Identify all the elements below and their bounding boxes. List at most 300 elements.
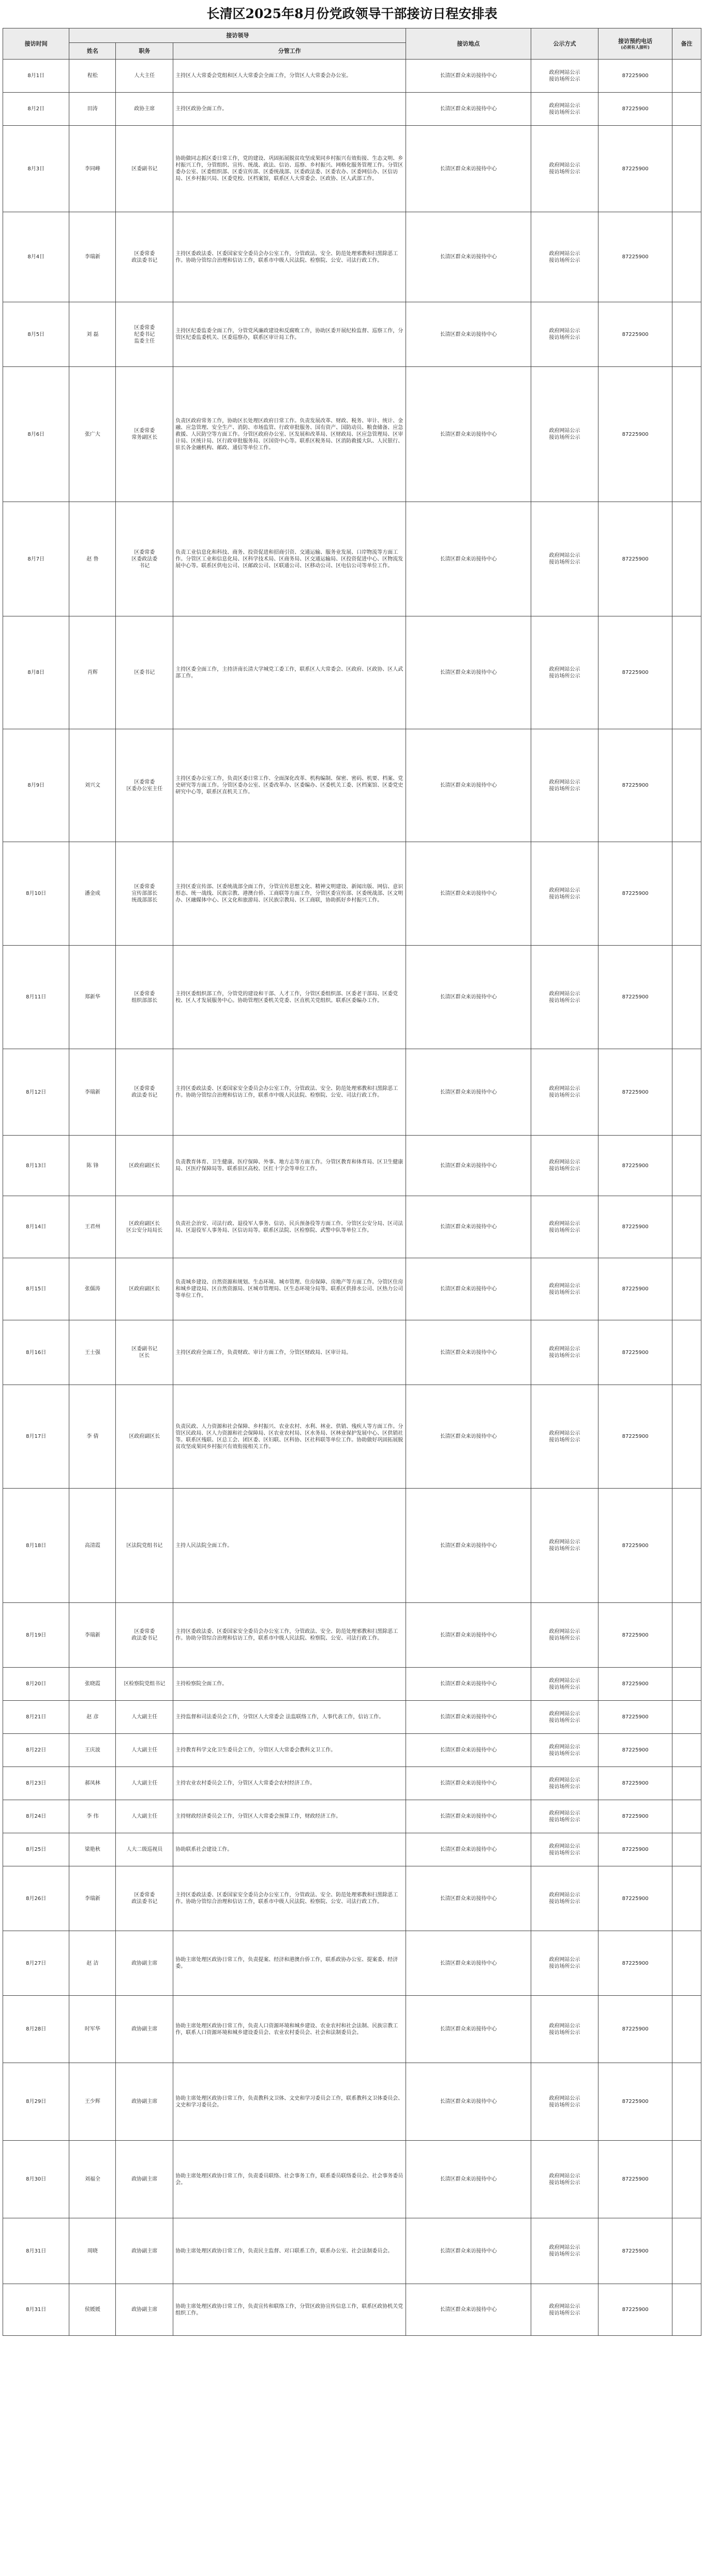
- cell-name: 郝凤林: [69, 1767, 116, 1800]
- cell-date: 8月19日: [3, 1603, 69, 1668]
- header-phone: [598, 28, 672, 60]
- cell-date: 8月30日: [3, 2141, 69, 2218]
- cell-date: 8月15日: [3, 1258, 69, 1320]
- cell-duty: 主持检察院全面工作。: [173, 1668, 406, 1701]
- cell-method: 政府网站公示 接访场所公示: [531, 2141, 598, 2218]
- cell-place: 长清区群众来访接待中心: [406, 1931, 531, 1996]
- cell-post: 区委常委 区委办公室主任: [116, 729, 173, 842]
- cell-phone: 87225900: [598, 60, 672, 93]
- cell-phone: 87225900: [598, 212, 672, 302]
- cell-phone: 87225900: [598, 1668, 672, 1701]
- cell-note: [672, 93, 701, 126]
- cell-note: [672, 2141, 701, 2218]
- cell-method: 政府网站公示 接访场所公示: [531, 1866, 598, 1931]
- cell-method: 政府网站公示 接访场所公示: [531, 302, 598, 367]
- cell-name: 程松: [69, 60, 116, 93]
- cell-method: 政府网站公示 接访场所公示: [531, 60, 598, 93]
- cell-post: 政协副主席: [116, 2284, 173, 2336]
- cell-date: 8月21日: [3, 1701, 69, 1734]
- cell-method: 政府网站公示 接访场所公示: [531, 2284, 598, 2336]
- cell-post: 区委常委 政法委书记: [116, 1049, 173, 1136]
- cell-name: 张儒涛: [69, 1258, 116, 1320]
- cell-name: 梁艳秋: [69, 1833, 116, 1866]
- cell-phone: 87225900: [598, 842, 672, 946]
- cell-date: 8月27日: [3, 1931, 69, 1996]
- cell-date: 8月22日: [3, 1734, 69, 1767]
- cell-note: [672, 212, 701, 302]
- cell-duty: 协助联系社会建设工作。: [173, 1833, 406, 1866]
- cell-post: 区检察院党组书记: [116, 1668, 173, 1701]
- cell-phone: 87225900: [598, 1866, 672, 1931]
- header-name: 姓名: [69, 43, 116, 60]
- cell-post: 区政府副区长: [116, 1385, 173, 1489]
- cell-date: 8月7日: [3, 502, 69, 616]
- table-row: [3, 93, 701, 126]
- cell-duty: 主持区委组织部工作，分管党的建设和干部、人才工作，分管区委组织部、区委老干部局、区委党校、区人才发展服务中心。协助管理区委机关党委、区直机关党组织。联系区委编办工作。: [173, 946, 406, 1049]
- cell-duty: 负责区政府常务工作，协助区长处理区政府日常工作。负责发展改革、财政、税务、审计、统计、金融、应急管理、安全生产、消防、市场监管、行政审批服务、国有资产、国防动员、粮食储备、应急救援、人民防空等方面工作。分管区政府办公室、区发展和改革局、区财政局、区应急管理局、区审计局、区统计局、区行政审批服务局、区国资中心等。联系区税务局、区消防救援大队、人民银行、驻长各金融机构、邮政、通信等单位工作。: [173, 367, 406, 502]
- cell-name: 田涛: [69, 93, 116, 126]
- cell-place: 长清区群众来访接待中心: [406, 1049, 531, 1136]
- cell-name: 王少辉: [69, 2063, 116, 2141]
- cell-note: [672, 1767, 701, 1800]
- cell-name: 李 伟: [69, 1800, 116, 1833]
- cell-place: 长清区群众来访接待中心: [406, 1196, 531, 1258]
- cell-note: [672, 842, 701, 946]
- cell-phone: 87225900: [598, 1136, 672, 1196]
- cell-place: 长清区群众来访接待中心: [406, 2141, 531, 2218]
- cell-post: 区委副书记 区长: [116, 1320, 173, 1385]
- cell-place: 长清区群众来访接待中心: [406, 1833, 531, 1866]
- table-row: [3, 2218, 701, 2284]
- cell-date: 8月18日: [3, 1489, 69, 1603]
- cell-name: 高清霞: [69, 1489, 116, 1603]
- cell-duty: 协助主席处理区政协日常工作，负责宣传和联络工作，分管区政协宣传信息工作，联系区政协机关党组织工作。: [173, 2284, 406, 2336]
- cell-date: 8月24日: [3, 1800, 69, 1833]
- cell-method: 政府网站公示 接访场所公示: [531, 367, 598, 502]
- cell-method: 政府网站公示 接访场所公示: [531, 1800, 598, 1833]
- cell-method: 政府网站公示 接访场所公示: [531, 946, 598, 1049]
- cell-duty: 协助主席处理区政协日常工作，负责教科文卫体、文史和学习委员会工作，联系教科文卫体委员会、文史和学习委员会。: [173, 2063, 406, 2141]
- cell-method: 政府网站公示 接访场所公示: [531, 502, 598, 616]
- cell-place: 长清区群众来访接待中心: [406, 1489, 531, 1603]
- cell-phone: 87225900: [598, 1833, 672, 1866]
- cell-duty: 主持区委办公室工作，负责区委日常工作、全面深化改革、机构编制、保密、密码、机要、档案、党史研究等方面工作。分管区委办公室、区委改革办、区委编办、区委机关工委、区档案馆、区委党史研究中心等，联系区直机关工作。: [173, 729, 406, 842]
- cell-phone: 87225900: [598, 502, 672, 616]
- cell-note: [672, 1489, 701, 1603]
- cell-phone: 87225900: [598, 1734, 672, 1767]
- cell-date: 8月5日: [3, 302, 69, 367]
- cell-place: 长清区群众来访接待中心: [406, 1258, 531, 1320]
- cell-method: 政府网站公示 接访场所公示: [531, 93, 598, 126]
- cell-duty: 负责工业信息化和科技、商务、投资促进和招商引资、交通运输、服务业发展、口岸物流等方面工作。分管区工业和信息化局、区科学技术局、区商务局、区交通运输局、区投资促进中心、区物流发展中心等。联系区供电公司、区邮政公司、区联通公司、区移动公司、区电信公司等单位工作。: [173, 502, 406, 616]
- cell-date: 8月12日: [3, 1049, 69, 1136]
- cell-method: 政府网站公示 接访场所公示: [531, 1767, 598, 1800]
- cell-post: 人大副主任: [116, 1800, 173, 1833]
- cell-date: 8月11日: [3, 946, 69, 1049]
- cell-name: 刘 磊: [69, 302, 116, 367]
- cell-name: 王士强: [69, 1320, 116, 1385]
- cell-place: 长清区群众来访接待中心: [406, 729, 531, 842]
- cell-place: 长清区群众来访接待中心: [406, 1136, 531, 1196]
- cell-duty: 主持财政经济委员会工作，分管区人大常委会预算工作，财政经济工作。: [173, 1800, 406, 1833]
- table-row: [3, 1603, 701, 1668]
- cell-phone: 87225900: [598, 1800, 672, 1833]
- cell-phone: 87225900: [598, 1767, 672, 1800]
- cell-place: 长清区群众来访接待中心: [406, 1866, 531, 1931]
- cell-name: 赵 洁: [69, 1931, 116, 1996]
- cell-place: 长清区群众来访接待中心: [406, 1385, 531, 1489]
- cell-place: 长清区群众来访接待中心: [406, 2063, 531, 2141]
- table-row: [3, 1701, 701, 1734]
- cell-phone: 87225900: [598, 2141, 672, 2218]
- cell-date: 8月1日: [3, 60, 69, 93]
- cell-post: 区委常委 政法委书记: [116, 212, 173, 302]
- cell-note: [672, 502, 701, 616]
- cell-note: [672, 1258, 701, 1320]
- cell-name: 陈 锋: [69, 1136, 116, 1196]
- header-duty: 分管工作: [173, 43, 406, 60]
- cell-place: 长清区群众来访接待中心: [406, 946, 531, 1049]
- cell-note: [672, 1320, 701, 1385]
- cell-note: [672, 1800, 701, 1833]
- cell-method: 政府网站公示 接访场所公示: [531, 1734, 598, 1767]
- cell-note: [672, 1196, 701, 1258]
- cell-method: 政府网站公示 接访场所公示: [531, 1489, 598, 1603]
- cell-post: 区委常委 常务副区长: [116, 367, 173, 502]
- cell-post: 区委常委 纪委书记 监委主任: [116, 302, 173, 367]
- cell-phone: 87225900: [598, 729, 672, 842]
- cell-phone: 87225900: [598, 126, 672, 212]
- cell-phone: 87225900: [598, 302, 672, 367]
- cell-duty: 主持区政府全面工作，负责财政、审计方面工作，分管区财政局、区审计局。: [173, 1320, 406, 1385]
- cell-duty: 主持人民法院全面工作。: [173, 1489, 406, 1603]
- cell-date: 8月31日: [3, 2284, 69, 2336]
- cell-duty: 主持区政协全面工作。: [173, 93, 406, 126]
- cell-date: 8月17日: [3, 1385, 69, 1489]
- header-method: 公示方式: [531, 28, 598, 60]
- cell-place: 长清区群众来访接待中心: [406, 367, 531, 502]
- cell-note: [672, 1385, 701, 1489]
- table-row: [3, 502, 701, 616]
- cell-date: 8月14日: [3, 1196, 69, 1258]
- cell-post: 人大二级巡视员: [116, 1833, 173, 1866]
- cell-post: 政协副主席: [116, 2063, 173, 2141]
- cell-date: 8月2日: [3, 93, 69, 126]
- cell-phone: 87225900: [598, 1931, 672, 1996]
- table-row: [3, 1800, 701, 1833]
- cell-name: 李 倩: [69, 1385, 116, 1489]
- table-body: [3, 60, 701, 2336]
- cell-note: [672, 946, 701, 1049]
- cell-method: 政府网站公示 接访场所公示: [531, 1701, 598, 1734]
- cell-note: [672, 2063, 701, 2141]
- header-phone-label: 接访预约电话: [618, 37, 653, 45]
- cell-date: 8月29日: [3, 2063, 69, 2141]
- table-row: [3, 729, 701, 842]
- cell-place: 长清区群众来访接待中心: [406, 93, 531, 126]
- cell-phone: 87225900: [598, 93, 672, 126]
- cell-phone: 87225900: [598, 1196, 672, 1258]
- cell-name: 肖辉: [69, 616, 116, 729]
- cell-name: 郑新华: [69, 946, 116, 1049]
- table-row: [3, 946, 701, 1049]
- cell-date: 8月4日: [3, 212, 69, 302]
- cell-duty: 主持区人大常委会党组和区人大常委会全面工作，分管区人大常委会办公室。: [173, 60, 406, 93]
- cell-method: 政府网站公示 接访场所公示: [531, 1196, 598, 1258]
- cell-post: 区政府副区长: [116, 1258, 173, 1320]
- cell-name: 王庆波: [69, 1734, 116, 1767]
- table-row: [3, 302, 701, 367]
- table-row: [3, 126, 701, 212]
- cell-method: 政府网站公示 接访场所公示: [531, 126, 598, 212]
- cell-name: 赵 鲁: [69, 502, 116, 616]
- cell-method: 政府网站公示 接访场所公示: [531, 1385, 598, 1489]
- table-row: [3, 2141, 701, 2218]
- cell-note: [672, 367, 701, 502]
- header-date: 接访时间: [3, 28, 69, 60]
- cell-method: 政府网站公示 接访场所公示: [531, 1258, 598, 1320]
- table-row: [3, 1320, 701, 1385]
- table-row: [3, 616, 701, 729]
- cell-post: 人大副主任: [116, 1701, 173, 1734]
- cell-note: [672, 1734, 701, 1767]
- table-row: [3, 1833, 701, 1866]
- cell-note: [672, 302, 701, 367]
- cell-name: 周晓: [69, 2218, 116, 2284]
- cell-phone: 87225900: [598, 1701, 672, 1734]
- cell-name: 刘福全: [69, 2141, 116, 2218]
- header-place: 接访地点: [406, 28, 531, 60]
- cell-note: [672, 1931, 701, 1996]
- cell-name: 李瑞新: [69, 1603, 116, 1668]
- cell-name: 张广大: [69, 367, 116, 502]
- cell-place: 长清区群众来访接待中心: [406, 1996, 531, 2063]
- cell-date: 8月8日: [3, 616, 69, 729]
- cell-place: 长清区群众来访接待中心: [406, 1800, 531, 1833]
- cell-date: 8月16日: [3, 1320, 69, 1385]
- cell-phone: 87225900: [598, 2284, 672, 2336]
- cell-name: 李同峰: [69, 126, 116, 212]
- cell-place: 长清区群众来访接待中心: [406, 302, 531, 367]
- cell-phone: 87225900: [598, 2218, 672, 2284]
- cell-phone: 87225900: [598, 1049, 672, 1136]
- cell-date: 8月10日: [3, 842, 69, 946]
- cell-note: [672, 1603, 701, 1668]
- cell-note: [672, 1668, 701, 1701]
- cell-note: [672, 60, 701, 93]
- cell-post: 区委常委 组织部部长: [116, 946, 173, 1049]
- cell-method: 政府网站公示 接访场所公示: [531, 212, 598, 302]
- cell-date: 8月23日: [3, 1767, 69, 1800]
- cell-method: 政府网站公示 接访场所公示: [531, 1049, 598, 1136]
- table-row: [3, 60, 701, 93]
- cell-phone: 87225900: [598, 616, 672, 729]
- table-row: [3, 2284, 701, 2336]
- cell-method: 政府网站公示 接访场所公示: [531, 1603, 598, 1668]
- table-row: [3, 212, 701, 302]
- table-row: [3, 1258, 701, 1320]
- table-row: [3, 1385, 701, 1489]
- cell-post: 区委常委 区委政法委 书记: [116, 502, 173, 616]
- table-header: [3, 28, 701, 60]
- cell-post: 区委常委 政法委书记: [116, 1603, 173, 1668]
- cell-place: 长清区群众来访接待中心: [406, 1668, 531, 1701]
- cell-note: [672, 1136, 701, 1196]
- cell-post: 政协副主席: [116, 1996, 173, 2063]
- cell-name: 李瑞新: [69, 1866, 116, 1931]
- cell-place: 长清区群众来访接待中心: [406, 60, 531, 93]
- cell-post: 区政府副区长 区公安分局局长: [116, 1196, 173, 1258]
- cell-name: 时军华: [69, 1996, 116, 2063]
- cell-place: 长清区群众来访接待中心: [406, 212, 531, 302]
- cell-method: 政府网站公示 接访场所公示: [531, 1136, 598, 1196]
- cell-post: 区法院党组书记: [116, 1489, 173, 1603]
- cell-duty: 协助主席处理区政协日常工作，负责民主监督、对口联系工作，联系办公室、社会法制委员会。: [173, 2218, 406, 2284]
- cell-duty: 主持监督和司法委员会工作，分管区人大常委会 法监联络工作，人事代表工作，信访工作。: [173, 1701, 406, 1734]
- cell-place: 长清区群众来访接待中心: [406, 2218, 531, 2284]
- table-row: [3, 1734, 701, 1767]
- cell-note: [672, 1701, 701, 1734]
- cell-phone: 87225900: [598, 2063, 672, 2141]
- cell-name: 王君州: [69, 1196, 116, 1258]
- cell-post: 人大副主任: [116, 1767, 173, 1800]
- table-row: [3, 1668, 701, 1701]
- cell-method: 政府网站公示 接访场所公示: [531, 2063, 598, 2141]
- table-row: [3, 1196, 701, 1258]
- cell-method: 政府网站公示 接访场所公示: [531, 729, 598, 842]
- table-row: [3, 1767, 701, 1800]
- cell-method: 政府网站公示 接访场所公示: [531, 616, 598, 729]
- cell-date: 8月26日: [3, 1866, 69, 1931]
- cell-duty: 协助主席处理区政协日常工作，负责委员联络、社会事务工作，联系委员联络委员会、社会事务委员会。: [173, 2141, 406, 2218]
- cell-name: 张晓霞: [69, 1668, 116, 1701]
- cell-duty: 主持农业农村委员会工作，分管区人大常委会农村经济工作。: [173, 1767, 406, 1800]
- header-leader-group: 接访领导: [69, 28, 406, 43]
- cell-post: 政协副主席: [116, 2141, 173, 2218]
- cell-place: 长清区群众来访接待中心: [406, 126, 531, 212]
- cell-method: 政府网站公示 接访场所公示: [531, 1996, 598, 2063]
- table-row: [3, 842, 701, 946]
- cell-name: 赵 彦: [69, 1701, 116, 1734]
- table-row: [3, 1866, 701, 1931]
- cell-name: 李瑞新: [69, 1049, 116, 1136]
- cell-post: 政协副主席: [116, 1931, 173, 1996]
- cell-post: 区政府副区长: [116, 1136, 173, 1196]
- cell-name: 刘兴文: [69, 729, 116, 842]
- cell-note: [672, 729, 701, 842]
- header-phone-note: (必须有人接听): [621, 45, 650, 50]
- cell-method: 政府网站公示 接访场所公示: [531, 1668, 598, 1701]
- cell-phone: 87225900: [598, 946, 672, 1049]
- cell-duty: 协助主席处理区政协日常工作，负责人口资源环境和城乡建设、农业农村和社会法制、民族宗教工作，联系人口资源环境和城乡建设委员会、农业农村委员会、社会和法制委员会。: [173, 1996, 406, 2063]
- cell-method: 政府网站公示 接访场所公示: [531, 1833, 598, 1866]
- cell-duty: 负责教育体育、卫生健康、医疗保障、外事、地方志等方面工作。分管区教育和体育局、区卫生健康局、区医疗保障局等。联系驻区高校、区红十字会等单位工作。: [173, 1136, 406, 1196]
- cell-duty: 负责城乡建设、自然资源和规划、生态环境、城市管理、住房保障、房地产等方面工作。分管区住房和城乡建设局、区自然资源局、区城市管理局、区生态环境分局等。联系区供排水公司、区热力公司等单位工作。: [173, 1258, 406, 1320]
- cell-method: 政府网站公示 接访场所公示: [531, 1320, 598, 1385]
- cell-note: [672, 1996, 701, 2063]
- cell-date: 8月20日: [3, 1668, 69, 1701]
- cell-duty: 主持教育科学文化卫生委员会工作，分管区人大常委会教科文卫工作。: [173, 1734, 406, 1767]
- cell-phone: 87225900: [598, 367, 672, 502]
- cell-name: 李瑞新: [69, 212, 116, 302]
- cell-place: 长清区群众来访接待中心: [406, 1603, 531, 1668]
- cell-note: [672, 1866, 701, 1931]
- cell-duty: 主持区委政法委、区委国家安全委员会办公室工作，分管政法、安全、防范处理邪教和扫黑除恶工作。协助分管综合治理和信访工作，联系市中级人民法院、检察院、公安、司法行政工作。: [173, 1049, 406, 1136]
- cell-note: [672, 1833, 701, 1866]
- table-row: [3, 1136, 701, 1196]
- cell-date: 8月28日: [3, 1996, 69, 2063]
- table-row: [3, 367, 701, 502]
- cell-date: 8月13日: [3, 1136, 69, 1196]
- cell-place: 长清区群众来访接待中心: [406, 2284, 531, 2336]
- cell-date: 8月3日: [3, 126, 69, 212]
- cell-note: [672, 126, 701, 212]
- cell-note: [672, 2218, 701, 2284]
- cell-date: 8月31日: [3, 2218, 69, 2284]
- cell-duty: 协助做同志抓区委日常工作，党的建设、巩固拓展脱贫攻坚成果同乡村振兴有效衔接、生态文明、乡村振兴工作，分管组织、宣传、统战、政法、信访、巡察、乡村振兴、网格化服务管理工作。分管区委办公室、区委组织部、区委宣传部、区委统战部、区委政法委、区委农办、区委网信办、区信访局、区乡村振兴局、区委党校、区档案馆，联系区人大常委会、区政协、区人武部工作。: [173, 126, 406, 212]
- cell-post: 政协副主席: [116, 2218, 173, 2284]
- cell-note: [672, 616, 701, 729]
- cell-phone: 87225900: [598, 1385, 672, 1489]
- cell-date: 8月6日: [3, 367, 69, 502]
- cell-place: 长清区群众来访接待中心: [406, 502, 531, 616]
- cell-phone: 87225900: [598, 1258, 672, 1320]
- cell-post: 人大副主任: [116, 1734, 173, 1767]
- cell-place: 长清区群众来访接待中心: [406, 1767, 531, 1800]
- cell-post: 区委常委 宣传部部长 统战部部长: [116, 842, 173, 946]
- table-row: [3, 2063, 701, 2141]
- cell-post: 区委常委 政法委书记: [116, 1866, 173, 1931]
- cell-duty: 协助主席处理区政协日常工作，负责提案、经济和港澳台侨工作，联系政协办公室、提案委、经济委。: [173, 1931, 406, 1996]
- cell-place: 长清区群众来访接待中心: [406, 1734, 531, 1767]
- cell-date: 8月25日: [3, 1833, 69, 1866]
- cell-phone: 87225900: [598, 1320, 672, 1385]
- cell-phone: 87225900: [598, 1489, 672, 1603]
- cell-date: 8月9日: [3, 729, 69, 842]
- cell-duty: 负责民政、人力资源和社会保障、乡村振兴、农业农村、水利、林业、供销、残疾人等方面工作。分管区民政局、区人力资源和社会保障局、区农业农村局、区水务局、区林业保护发展中心、区供销社等。联系区残联、区总工会、团区委、区妇联、区科协、区社科联等单位工作。协助做好巩固拓展脱贫攻坚成果同乡村振兴有效衔接相关工作。: [173, 1385, 406, 1489]
- cell-duty: 主持区委全面工作，主持济南长清大学城党工委工作，联系区人大常委会、区政府、区政协、区人武部工作。: [173, 616, 406, 729]
- cell-duty: 主持区委政法委、区委国家安全委员会办公室工作，分管政法、安全、防范处理邪教和扫黑除恶工作。协助分管综合治理和信访工作，联系市中级人民法院、检察院、公安、司法行政工作。: [173, 1603, 406, 1668]
- cell-post: 人大主任: [116, 60, 173, 93]
- header-note: 备注: [672, 28, 701, 60]
- cell-note: [672, 2284, 701, 2336]
- cell-place: 长清区群众来访接待中心: [406, 842, 531, 946]
- table-row: [3, 1049, 701, 1136]
- cell-place: 长清区群众来访接待中心: [406, 616, 531, 729]
- cell-duty: 主持区委宣传部、区委统战部全面工作，分管宣传思想文化、精神文明建设、新闻出版、网信、意识形态、统一战线、民族宗教、港澳台侨、工商联等方面工作，分管区委宣传部、区委统战部、区文明办、区融媒体中心、区文化和旅游局、区民族宗教局、区工商联，协助抓好乡村振兴工作。: [173, 842, 406, 946]
- cell-name: 侯媛媛: [69, 2284, 116, 2336]
- cell-duty: 主持区委政法委、区委国家安全委员会办公室工作，分管政法、安全、防范处理邪教和扫黑除恶工作。协助分管综合治理和信访工作，联系市中级人民法院、检察院、公安、司法行政工作。: [173, 1866, 406, 1931]
- cell-name: 潘金成: [69, 842, 116, 946]
- cell-method: 政府网站公示 接访场所公示: [531, 1931, 598, 1996]
- header-post: 职务: [116, 43, 173, 60]
- cell-post: 区委副书记: [116, 126, 173, 212]
- document-title: 长清区2025年8月份党政领导干部接访日程安排表: [206, 6, 498, 21]
- cell-place: 长清区群众来访接待中心: [406, 1701, 531, 1734]
- table-row: [3, 1489, 701, 1603]
- schedule-table: [3, 28, 701, 2336]
- cell-phone: 87225900: [598, 1603, 672, 1668]
- cell-phone: 87225900: [598, 1996, 672, 2063]
- cell-post: 政协主席: [116, 93, 173, 126]
- cell-place: 长清区群众来访接待中心: [406, 1320, 531, 1385]
- cell-note: [672, 1049, 701, 1136]
- table-row: [3, 1931, 701, 1996]
- cell-duty: 主持区委政法委、区委国家安全委员会办公室工作，分管政法、安全、防范处理邪教和扫黑除恶工作。协助分管综合治理和信访工作，联系市中级人民法院、检察院、公安、司法行政工作。: [173, 212, 406, 302]
- table-row: [3, 1996, 701, 2063]
- cell-method: 政府网站公示 接访场所公示: [531, 842, 598, 946]
- cell-duty: 主持区纪委监委全面工作，分管党风廉政建设和反腐败工作，协助区委开展纪检监督、巡察工作，分管区纪委监委机关、区委巡察办，联系区审计局工作。: [173, 302, 406, 367]
